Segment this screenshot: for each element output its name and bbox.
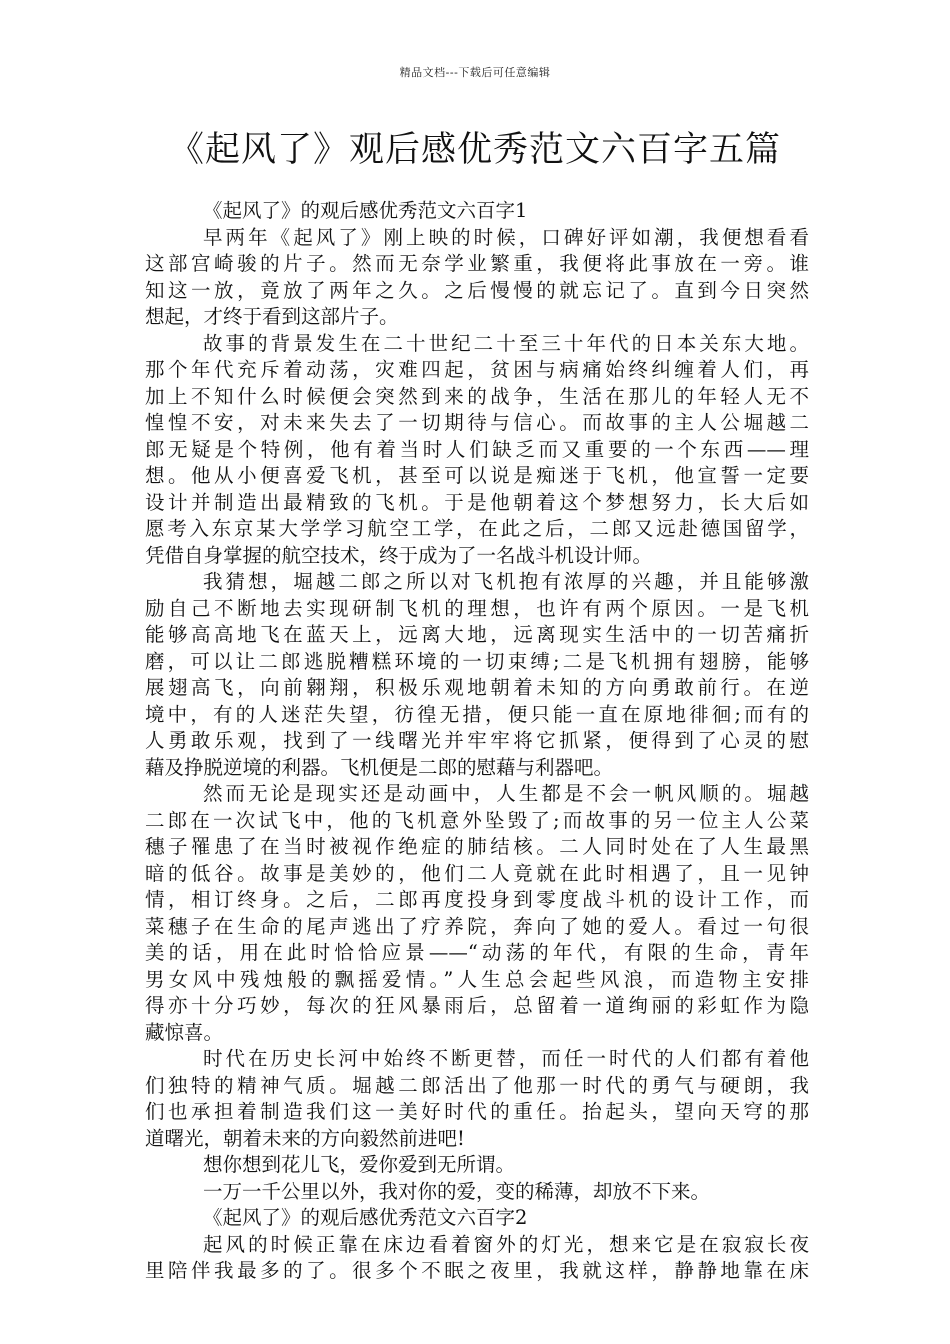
text-line: 设计并制造出最精致的飞机。于是他朝着这个梦想努力，长大后如	[145, 490, 809, 514]
text-line: 想你想到花儿飞，爱你爱到无所谓。	[203, 1153, 516, 1176]
text-line: 故事的背景发生在二十世纪二十至三十年代的日本关东大地。	[203, 331, 809, 355]
text-line: 道曙光，朝着未来的方向毅然前进吧!	[145, 1126, 465, 1150]
text-line: 二郎在一次试飞中，他的飞机意外坠毁了;而故事的另一位主人公菜	[145, 808, 809, 832]
text-line: 境中，有的人迷茫失望，彷徨无措，便只能一直在原地徘徊;而有的	[145, 702, 809, 726]
text-line: 们也承担着制造我们这一美好时代的重任。抬起头，望向天穹的那	[145, 1100, 809, 1123]
text-line: 想。他从小便喜爱飞机，甚至可以说是痴迷于飞机，他宣誓一定要	[145, 464, 809, 487]
text-line: 们独特的精神气质。堀越二郎活出了他那一时代的勇气与硬朗，我	[145, 1073, 809, 1097]
text-line: 励自己不断地去实现研制飞机的理想，也许有两个原因。一是飞机	[145, 596, 809, 620]
text-line: 惶惶不安，对未来失去了一切期待与信心。而故事的主人公堀越二	[145, 411, 809, 434]
text-line: 《起风了》的观后感优秀范文六百字1	[203, 199, 528, 222]
text-line: 起风的时候正靠在床边看着窗外的灯光，想来它是在寂寂长夜	[203, 1232, 809, 1256]
text-line: 《起风了》的观后感优秀范文六百字2	[203, 1206, 528, 1229]
text-line: 郎无疑是个特例，他有着当时人们缺乏而又重要的一个东西——理	[145, 437, 809, 461]
text-line: 人勇敢乐观，找到了一线曙光并牢牢将它抓紧，便得到了心灵的慰	[145, 729, 809, 752]
text-line: 展翅高飞，向前翱翔，积极乐观地朝着未知的方向勇敢前行。在逆	[145, 676, 809, 699]
text-line: 一万一千公里以外，我对你的爱，变的稀薄，却放不下来。	[203, 1179, 711, 1203]
text-line: 早两年《起风了》刚上映的时候，口碑好评如潮，我便想看看	[203, 225, 809, 249]
text-line: 得亦十分巧妙，每次的狂风暴雨后，总留着一道绚丽的彩虹作为隐	[145, 994, 809, 1017]
text-line: 藏惊喜。	[145, 1020, 224, 1044]
text-line: 情，相订终身。之后，二郎再度投身到零度战斗机的设计工作，而	[145, 888, 809, 911]
text-line: 加上不知什么时候便会突然到来的战争，生活在那儿的年轻人无不	[145, 384, 809, 408]
text-line: 菜穗子在生命的尾声逃出了疗养院，奔向了她的爱人。看过一句很	[145, 914, 809, 938]
text-line: 穗子罹患了在当时被视作绝症的肺结核。二人同时处在了人生最黑	[145, 835, 809, 858]
text-line: 这部宫崎骏的片子。然而无奈学业繁重，我便将此事放在一旁。谁	[145, 252, 809, 275]
text-line: 想起，才终于看到这部片子。	[145, 305, 399, 328]
text-line: 暗的低谷。故事是美妙的，他们二人竟就在此时相遇了，且一见钟	[145, 861, 809, 885]
text-line: 磨，可以让二郎逃脱糟糕环境的一切束缚;二是飞机拥有翅膀，能够	[145, 649, 809, 673]
text-line: 里陪伴我最多的了。很多个不眠之夜里，我就这样，静静地靠在床	[145, 1259, 809, 1282]
text-line: 愿考入东京某大学学习航空工学，在此之后，二郎又远赴德国留学，	[145, 517, 809, 540]
text-line: 能够高高地飞在蓝天上，远离大地，远离现实生活中的一切苦痛折	[145, 623, 809, 646]
text-line: 然而无论是现实还是动画中，人生都是不会一帆风顺的。堀越	[203, 782, 809, 805]
text-line: 那个年代充斥着动荡，灾难四起，贫困与病痛始终纠缠着人们，再	[145, 358, 809, 381]
text-line: 我猜想，堀越二郎之所以对飞机抱有浓厚的兴趣，并且能够激	[203, 570, 809, 593]
text-line: 知这一放，竟放了两年之久。之后慢慢的就忘记了。直到今日突然	[145, 278, 809, 302]
text-line: 时代在历史长河中始终不断更替，而任一时代的人们都有着他	[203, 1047, 809, 1070]
document-title: 《起风了》观后感优秀范文六百字五篇	[168, 130, 781, 170]
text-line: 男女风中残烛般的飘摇爱情。”人生总会起些风浪，而造物主安排	[145, 967, 809, 991]
header-note: 精品文档---下载后可任意编辑	[399, 66, 551, 79]
text-line: 美的话，用在此时恰恰应景——“动荡的年代，有限的生命，青年	[145, 941, 809, 964]
document-body	[145, 198, 809, 1285]
text-line: 凭借自身掌握的航空技术，终于成为了一名战斗机设计师。	[145, 543, 653, 567]
text-line: 藉及挣脱逆境的利器。飞机便是二郎的慰藉与利器吧。	[145, 755, 614, 779]
